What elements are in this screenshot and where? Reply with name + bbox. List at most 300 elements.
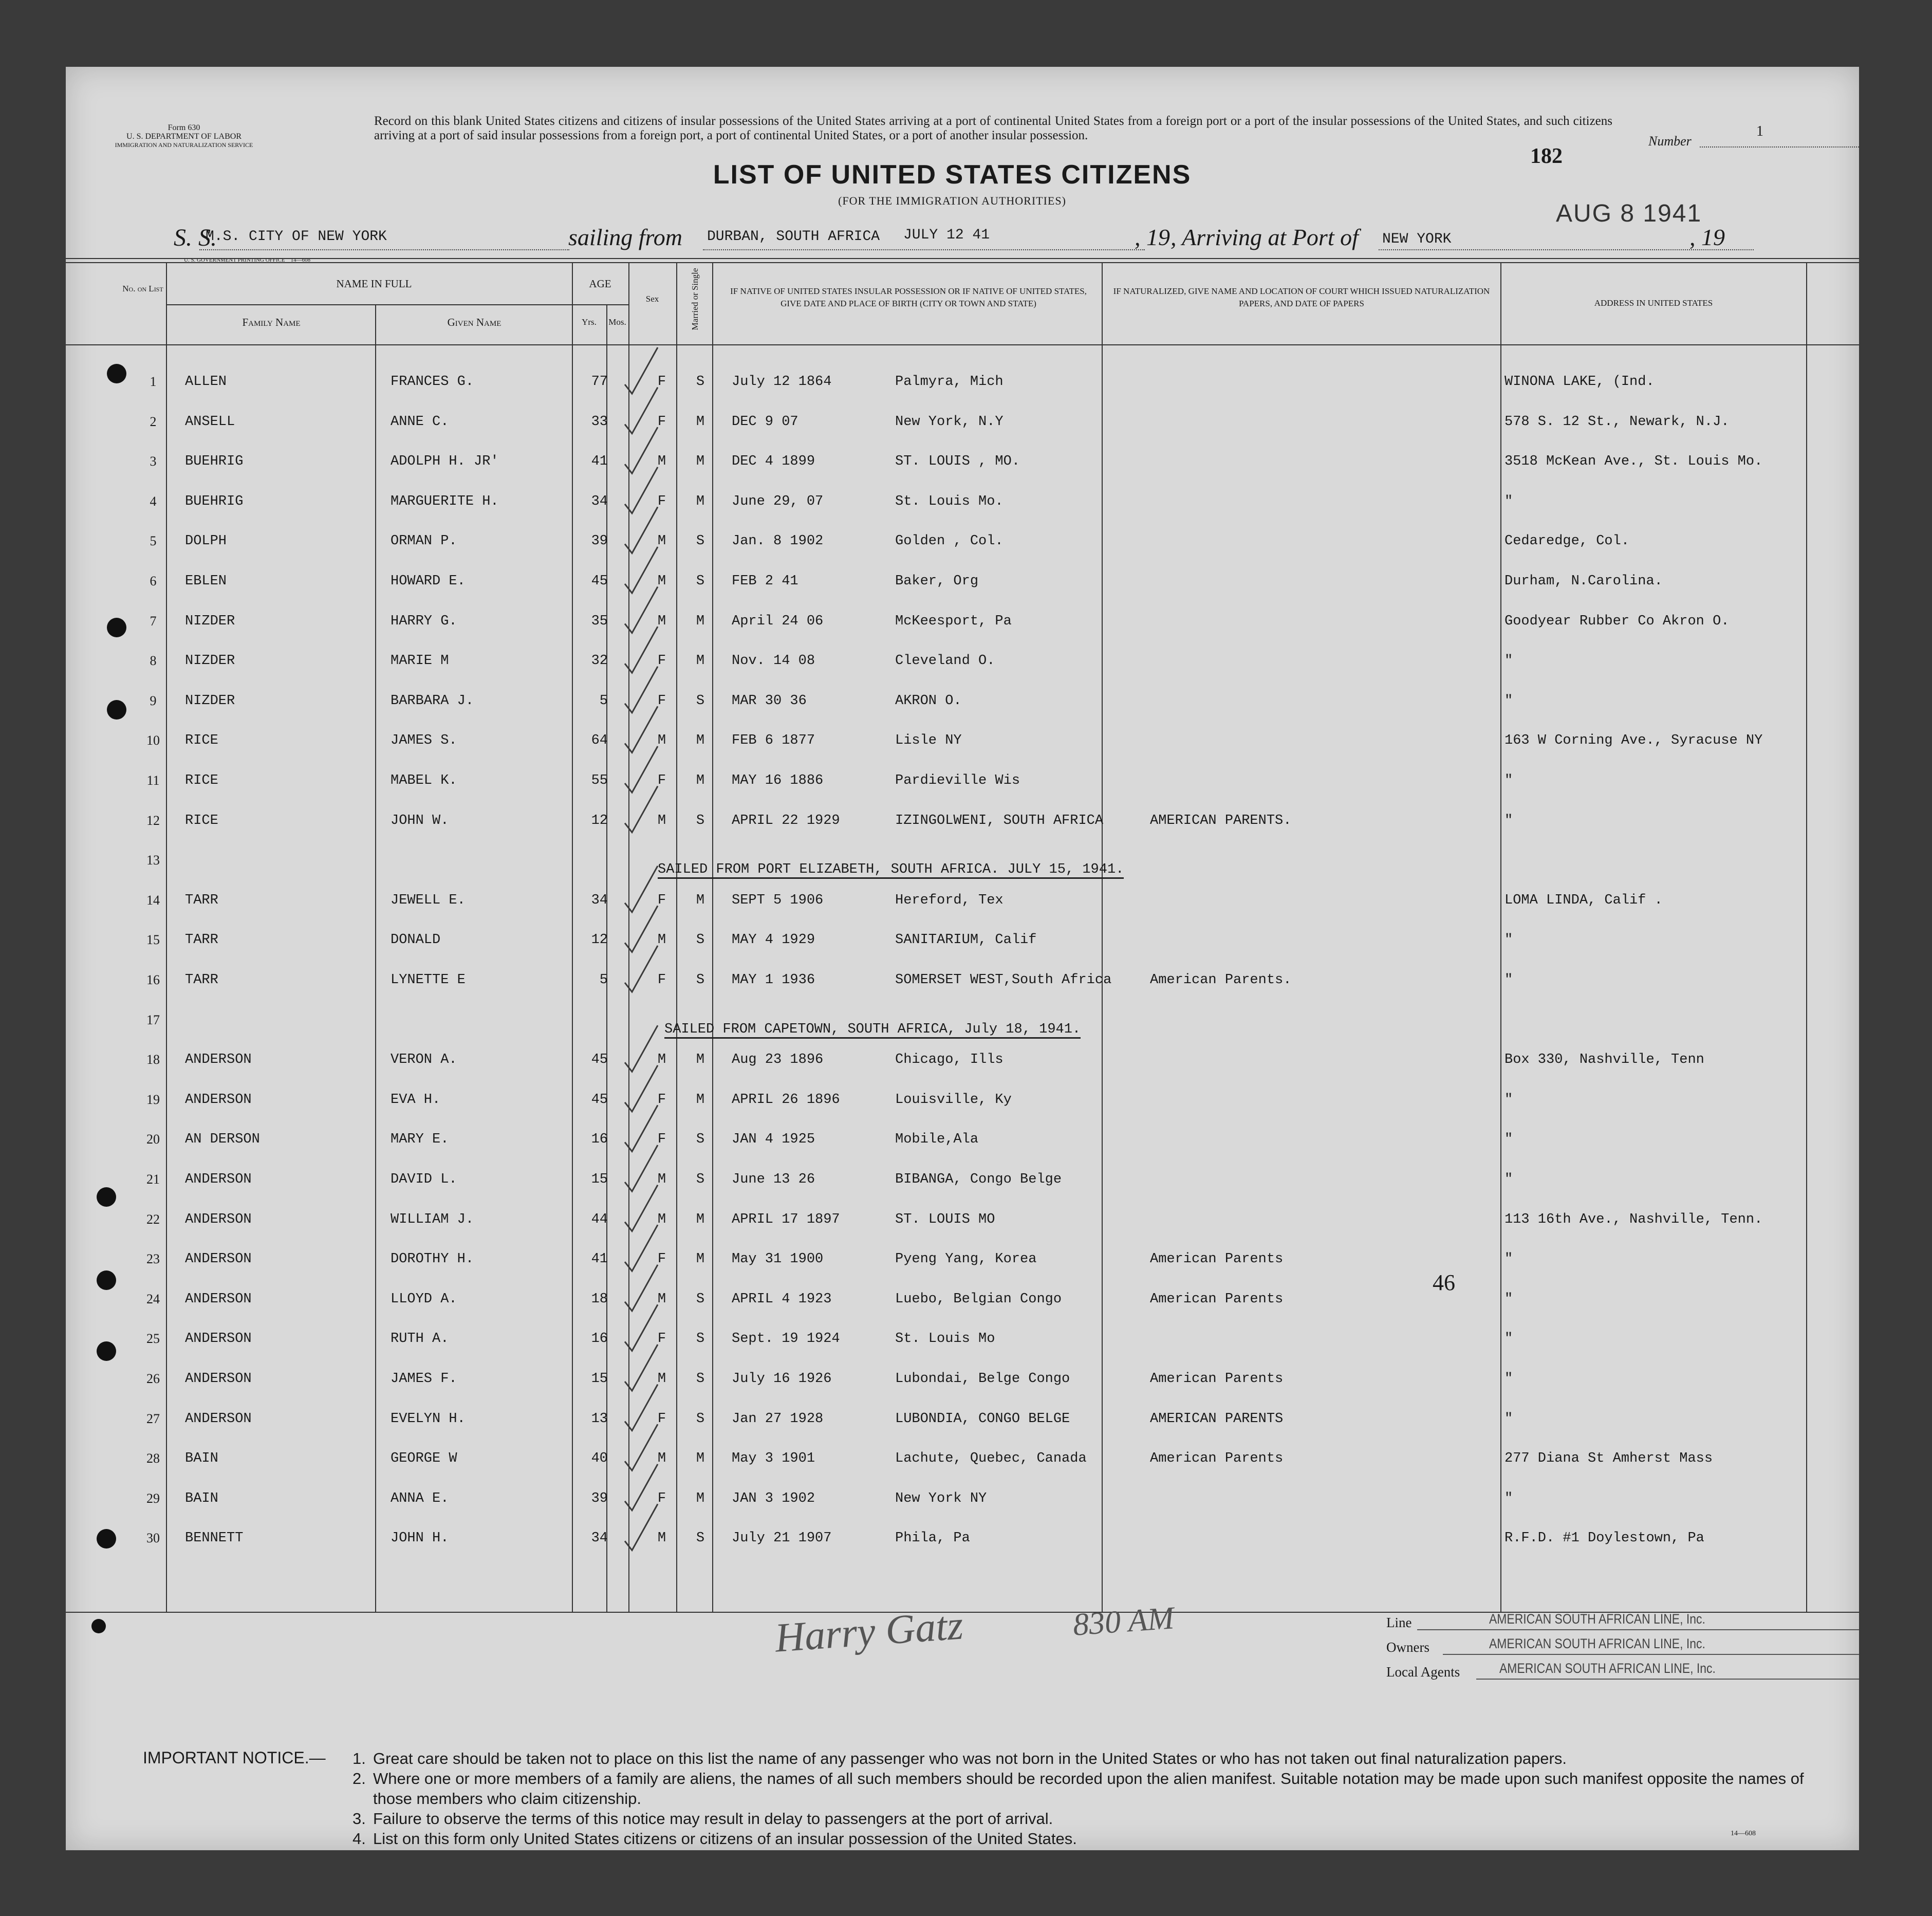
sex-cell: M: [657, 574, 666, 589]
birth-place-cell: SOMERSET WEST,South Africa: [895, 972, 1112, 988]
line-value: AMERICAN SOUTH AFRICAN LINE, Inc.: [1489, 1611, 1705, 1627]
birth-place-cell: St. Louis Mo: [895, 1331, 995, 1347]
row-number: 22: [146, 1211, 160, 1227]
birth-date-cell: APRIL 22 1929: [732, 813, 840, 828]
sex-cell: M: [657, 1371, 666, 1387]
sex-cell: F: [657, 1092, 666, 1108]
notice-item: 3. Failure to observe the terms of this notice may result in delay to passengers at the port of arrival.: [352, 1810, 1053, 1828]
printing-office-note: U. S. GOVERNMENT PRINTING OFFICE 14—608: [184, 257, 311, 263]
age-years-cell: 34: [591, 493, 608, 509]
birth-place-cell: Cleveland O.: [895, 653, 995, 669]
naturalization-cell: American Parents.: [1150, 972, 1292, 988]
address-cell: ": [1504, 932, 1513, 948]
given-name-cell: ORMAN P.: [391, 533, 457, 549]
header-given-name: Given Name: [447, 316, 501, 328]
header-married-single: Married or Single: [690, 268, 700, 330]
address-cell: R.F.D. #1 Doylestown, Pa: [1504, 1531, 1704, 1546]
sex-cell: M: [657, 1172, 666, 1187]
address-cell: ": [1504, 1371, 1513, 1387]
family-name-cell: NIZDER: [185, 693, 235, 709]
check-mark: [625, 1344, 658, 1391]
check-mark: [625, 906, 658, 952]
header-age: AGE: [589, 278, 611, 290]
marital-status-cell: S: [696, 1371, 705, 1387]
row-number: 28: [146, 1451, 160, 1466]
header-birth: IF NATIVE OF UNITED STATES INSULAR POSSESSION OR IF NATIVE OF UNITED STATES, GIVE DATE AND PLACE OF BIRTH (CITY OR TOWN AND STATE): [730, 286, 1087, 308]
marital-status-cell: M: [696, 733, 705, 749]
address-cell: WINONA LAKE, (Ind.: [1504, 374, 1655, 390]
birth-date-cell: JAN 4 1925: [732, 1132, 815, 1148]
age-years-cell: 5: [599, 972, 608, 988]
sex-cell: F: [657, 1251, 666, 1267]
arrival-date-stamp: AUG 8 1941: [1556, 200, 1702, 227]
marital-status-cell: S: [696, 1291, 705, 1307]
given-name-cell: MARIE M: [391, 653, 449, 669]
sex-cell: F: [657, 1331, 666, 1347]
naturalization-cell: AMERICAN PARENTS: [1150, 1411, 1284, 1427]
given-name-cell: RUTH A.: [391, 1331, 449, 1347]
address-cell: 113 16th Ave., Nashville, Tenn.: [1504, 1211, 1763, 1227]
ship-name: M.S. CITY OF NEW YORK: [206, 229, 387, 245]
agents-underline: [1476, 1679, 1859, 1680]
address-cell: ": [1504, 773, 1513, 788]
birth-place-cell: New York, N.Y: [895, 414, 1004, 430]
row-number: 5: [150, 533, 157, 549]
sex-cell: F: [657, 374, 666, 390]
row-number: 30: [146, 1531, 160, 1546]
age-years-cell: 45: [591, 1092, 608, 1108]
check-mark: [625, 427, 658, 473]
handwritten-page-number: 46: [1433, 1270, 1455, 1295]
given-name-cell: ADOLPH H. JR': [391, 454, 499, 470]
family-name-cell: BENNETT: [185, 1531, 244, 1546]
age-years-cell: 64: [591, 733, 608, 749]
header-family-name: Family Name: [242, 316, 301, 328]
address-cell: Goodyear Rubber Co Akron O.: [1504, 613, 1730, 629]
age-years-cell: 40: [591, 1451, 608, 1467]
address-cell: ": [1504, 1172, 1513, 1187]
given-name-cell: MABEL K.: [391, 773, 457, 788]
arriving-label: , Arriving at Port of: [1171, 224, 1359, 250]
owners-label: Owners: [1386, 1639, 1429, 1655]
given-name-cell: ANNE C.: [391, 414, 449, 430]
age-years-cell: 35: [591, 613, 608, 629]
family-name-cell: TARR: [185, 932, 218, 948]
notice-item: 1. Great care should be taken not to place on this list the name of any passenger who was not born in the United States or who has not taken out final naturalization papers.: [352, 1749, 1567, 1767]
birth-date-cell: Nov. 14 08: [732, 653, 815, 669]
birth-place-cell: Pyeng Yang, Korea: [895, 1251, 1037, 1267]
marital-status-cell: S: [696, 1172, 705, 1187]
sex-cell: M: [657, 613, 666, 629]
family-name-cell: BAIN: [185, 1451, 218, 1467]
check-mark: [625, 786, 658, 833]
row-number: 8: [150, 653, 157, 669]
age-years-cell: 55: [591, 773, 608, 788]
birth-date-cell: JAN 3 1902: [732, 1490, 815, 1506]
given-name-cell: ANNA E.: [391, 1490, 449, 1506]
family-name-cell: ANDERSON: [185, 1291, 252, 1307]
notice-item: 4. List on this form only United States citizens or citizens of an insular possession of the United States.: [352, 1830, 1077, 1848]
row-number: 21: [146, 1172, 160, 1187]
given-name-cell: HOWARD E.: [391, 574, 466, 589]
birth-place-cell: BIBANGA, Congo Belge: [895, 1172, 1062, 1187]
age-years-cell: 39: [591, 1490, 608, 1506]
sex-cell: F: [657, 972, 666, 988]
given-name-cell: WILLIAM J.: [391, 1211, 474, 1227]
row-number: 4: [150, 493, 157, 509]
address-cell: Durham, N.Carolina.: [1504, 574, 1663, 589]
birth-date-cell: SEPT 5 1906: [732, 892, 824, 908]
sex-cell: M: [657, 1451, 666, 1467]
row-number: 1: [150, 374, 157, 389]
sex-cell: F: [657, 892, 666, 908]
sex-cell: M: [657, 533, 666, 549]
given-name-cell: GEORGE W: [391, 1451, 457, 1467]
signature-time: 830 AM: [1071, 1600, 1176, 1643]
age-years-cell: 12: [591, 813, 608, 828]
birth-place-cell: Golden , Col.: [895, 533, 1004, 549]
birth-date-cell: Aug 23 1896: [732, 1052, 824, 1068]
stamped-number: 182: [1530, 144, 1563, 168]
marital-status-cell: S: [696, 1411, 705, 1427]
birth-date-cell: June 29, 07: [732, 493, 824, 509]
check-mark: [625, 866, 658, 912]
birth-date-cell: July 16 1926: [732, 1371, 832, 1387]
address-cell: ": [1504, 693, 1513, 709]
sex-cell: F: [657, 693, 666, 709]
address-cell: 163 W Corning Ave., Syracuse NY: [1504, 733, 1763, 749]
birth-place-cell: Chicago, Ills: [895, 1052, 1004, 1068]
sex-cell: F: [657, 1132, 666, 1148]
year-label-1: , 19: [1135, 224, 1170, 250]
birth-place-cell: Baker, Org: [895, 574, 979, 589]
row-number: 27: [146, 1411, 160, 1426]
marital-status-cell: M: [696, 414, 705, 430]
birth-date-cell: Jan. 8 1902: [732, 533, 824, 549]
sex-cell: M: [657, 1211, 666, 1227]
family-name-cell: NIZDER: [185, 613, 235, 629]
check-mark: [625, 706, 658, 752]
header-mos: Mos.: [608, 317, 626, 327]
age-years-cell: 16: [591, 1331, 608, 1347]
family-name-cell: AN DERSON: [185, 1132, 260, 1148]
given-name-cell: JAMES S.: [391, 733, 457, 749]
page-subtitle: (FOR THE IMMIGRATION AUTHORITIES): [838, 194, 1066, 207]
check-mark: [625, 1065, 658, 1112]
age-years-cell: 33: [591, 414, 608, 430]
birth-place-cell: ST. LOUIS MO: [895, 1211, 995, 1227]
family-name-cell: EBLEN: [185, 574, 227, 589]
check-mark: [625, 667, 658, 713]
marital-status-cell: M: [696, 1052, 705, 1068]
check-mark: [625, 1025, 658, 1072]
birth-date-cell: Jan 27 1928: [732, 1411, 824, 1427]
age-years-cell: 16: [591, 1132, 608, 1148]
row-number: 26: [146, 1371, 160, 1386]
address-cell: ": [1504, 813, 1513, 828]
marital-status-cell: M: [696, 1211, 705, 1227]
sex-cell: F: [657, 414, 666, 430]
check-mark: [625, 746, 658, 793]
header-naturalization: IF NATURALIZED, GIVE NAME AND LOCATION OF COURT WHICH ISSUED NATURALIZATION PAPERS, AND DATE OF PAPERS: [1113, 286, 1490, 308]
row-number: 3: [150, 454, 157, 469]
birth-place-cell: Palmyra, Mich: [895, 374, 1004, 390]
family-name-cell: ANDERSON: [185, 1331, 252, 1347]
section-note-capetown: SAILED FROM CAPETOWN, SOUTH AFRICA, July 18, 1941.: [664, 1022, 1081, 1039]
age-years-cell: 15: [591, 1172, 608, 1187]
birth-place-cell: Hereford, Tex: [895, 892, 1004, 908]
record-instructions: Record on this blank United States citizens and citizens of insular possessions of the United States arriving at a port of continental United States from a foreign port or a port of the insular possessions of the United States, and such citizens arriving at a port of said insular possessions from a foreign port, a port of continental United States, or a port of another insular possession.: [374, 114, 1612, 142]
service-name: IMMIGRATION AND NATURALIZATION SERVICE: [115, 141, 253, 149]
age-years-cell: 5: [599, 693, 608, 709]
birth-place-cell: New York NY: [895, 1490, 987, 1506]
naturalization-cell: AMERICAN PARENTS.: [1150, 813, 1292, 828]
number-label: Number: [1648, 134, 1692, 149]
department-name: U. S. DEPARTMENT OF LABOR: [126, 132, 242, 141]
marital-status-cell: M: [696, 613, 705, 629]
given-name-cell: FRANCES G.: [391, 374, 474, 390]
birth-place-cell: Mobile,Ala: [895, 1132, 979, 1148]
check-mark: [625, 1424, 658, 1470]
row-number: 14: [146, 892, 160, 908]
check-marks: [66, 67, 1859, 1660]
given-name-cell: MARY E.: [391, 1132, 449, 1148]
family-name-cell: ANDERSON: [185, 1251, 252, 1267]
row-number: 20: [146, 1132, 160, 1147]
birth-date-cell: April 24 06: [732, 613, 824, 629]
marital-status-cell: S: [696, 932, 705, 948]
given-name-cell: HARRY G.: [391, 613, 457, 629]
family-name-cell: ANDERSON: [185, 1211, 252, 1227]
birth-date-cell: June 13 26: [732, 1172, 815, 1187]
family-name-cell: ANSELL: [185, 414, 235, 430]
row-number: 7: [150, 613, 157, 629]
row-number: 12: [146, 813, 160, 828]
address-cell: ": [1504, 493, 1513, 509]
check-mark: [625, 1464, 658, 1510]
important-notice-title: IMPORTANT NOTICE.—: [143, 1748, 326, 1767]
birth-date-cell: July 21 1907: [732, 1531, 832, 1546]
sex-cell: M: [657, 813, 666, 828]
family-name-cell: TARR: [185, 892, 218, 908]
family-name-cell: RICE: [185, 813, 218, 828]
age-years-cell: 77: [591, 374, 608, 390]
birth-place-cell: ST. LOUIS , MO.: [895, 454, 1020, 470]
row-number: 10: [146, 733, 160, 748]
birth-date-cell: MAR 30 36: [732, 693, 807, 709]
family-name-cell: DOLPH: [185, 533, 227, 549]
given-name-cell: JAMES F.: [391, 1371, 457, 1387]
address-cell: LOMA LINDA, Calif .: [1504, 892, 1663, 908]
agents-value: AMERICAN SOUTH AFRICAN LINE, Inc.: [1499, 1661, 1716, 1676]
birth-date-cell: DEC 4 1899: [732, 454, 815, 470]
birth-date-cell: May 31 1900: [732, 1251, 824, 1267]
family-name-cell: ANDERSON: [185, 1092, 252, 1108]
check-mark: [625, 547, 658, 593]
age-years-cell: 45: [591, 1052, 608, 1068]
check-mark: [625, 507, 658, 553]
age-years-cell: 13: [591, 1411, 608, 1427]
birth-place-cell: Lubondai, Belge Congo: [895, 1371, 1070, 1387]
address-cell: ": [1504, 1251, 1513, 1267]
given-name-cell: DOROTHY H.: [391, 1251, 474, 1267]
agents-label: Local Agents: [1386, 1664, 1460, 1680]
check-mark: [625, 467, 658, 513]
check-mark: [625, 1185, 658, 1231]
age-years-cell: 34: [591, 892, 608, 908]
row-number: 19: [146, 1092, 160, 1107]
sex-cell: F: [657, 1490, 666, 1506]
birth-place-cell: Pardieville Wis: [895, 773, 1020, 788]
family-name-cell: BUEHRIG: [185, 454, 244, 470]
important-notice-list: [352, 1748, 1843, 1849]
notice-item: 2. Where one or more members of a family are aliens, the names of all such members should be recorded upon the alien manifest. Suitable notation may be made upon such manifest opposite the names of those members who claim citizenship.: [352, 1770, 1804, 1808]
birth-place-cell: AKRON O.: [895, 693, 962, 709]
given-name-cell: VERON A.: [391, 1052, 457, 1068]
birth-date-cell: FEB 2 41: [732, 574, 798, 589]
marital-status-cell: M: [696, 1251, 705, 1267]
address-cell: ": [1504, 1092, 1513, 1108]
age-years-cell: 41: [591, 454, 608, 470]
marital-status-cell: S: [696, 1331, 705, 1347]
row-number: 9: [150, 693, 157, 708]
row-number: 11: [146, 773, 160, 788]
birth-date-cell: Sept. 19 1924: [732, 1331, 840, 1347]
row-number: 25: [146, 1331, 160, 1347]
marital-status-cell: M: [696, 1092, 705, 1108]
given-name-cell: EVELYN H.: [391, 1411, 466, 1427]
row-number: 6: [150, 574, 157, 588]
given-name-cell: JOHN H.: [391, 1531, 449, 1546]
age-years-cell: 12: [591, 932, 608, 948]
marital-status-cell: M: [696, 653, 705, 669]
marital-status-cell: M: [696, 773, 705, 788]
row-number: 15: [146, 932, 160, 948]
marital-status-cell: S: [696, 374, 705, 390]
marital-status-cell: M: [696, 454, 705, 470]
birth-place-cell: Lachute, Quebec, Canada: [895, 1451, 1087, 1467]
address-cell: Cedaredge, Col.: [1504, 533, 1630, 549]
marital-status-cell: M: [696, 892, 705, 908]
check-mark: [625, 388, 658, 434]
check-mark: [625, 1385, 658, 1431]
age-years-cell: 32: [591, 653, 608, 669]
address-cell: Box 330, Nashville, Tenn: [1504, 1052, 1704, 1068]
given-name-cell: LYNETTE E: [391, 972, 466, 988]
family-name-cell: NIZDER: [185, 653, 235, 669]
given-name-cell: JOHN W.: [391, 813, 449, 828]
birth-place-cell: SANITARIUM, Calif: [895, 932, 1037, 948]
check-mark: [625, 1225, 658, 1271]
sex-cell: M: [657, 1291, 666, 1307]
marital-status-cell: M: [696, 493, 705, 509]
family-name-cell: ANDERSON: [185, 1411, 252, 1427]
given-name-cell: DONALD: [391, 932, 441, 948]
address-cell: ": [1504, 1132, 1513, 1148]
row-number: 24: [146, 1291, 160, 1306]
birth-place-cell: McKeesport, Pa: [895, 613, 1012, 629]
ss-label: S. S.: [174, 224, 217, 251]
sex-cell: M: [657, 932, 666, 948]
header-yrs: Yrs.: [582, 317, 597, 327]
form-number: Form 630: [168, 123, 200, 132]
check-mark: [625, 587, 658, 633]
marital-status-cell: S: [696, 574, 705, 589]
age-years-cell: 15: [591, 1371, 608, 1387]
family-name-cell: ANDERSON: [185, 1371, 252, 1387]
marital-status-cell: S: [696, 972, 705, 988]
sex-cell: F: [657, 493, 666, 509]
marital-status-cell: M: [696, 1490, 705, 1506]
birth-place-cell: St. Louis Mo.: [895, 493, 1004, 509]
address-cell: 3518 McKean Ave., St. Louis Mo.: [1504, 454, 1763, 470]
row-number: 16: [146, 972, 160, 987]
age-years-cell: 41: [591, 1251, 608, 1267]
header-sex: Sex: [645, 294, 659, 304]
birth-date-cell: FEB 6 1877: [732, 733, 815, 749]
marital-status-cell: S: [696, 1531, 705, 1546]
address-cell: ": [1504, 1331, 1513, 1347]
family-name-cell: RICE: [185, 773, 218, 788]
row-number: 18: [146, 1052, 160, 1067]
sailing-date: JULY 12 41: [903, 227, 990, 243]
given-name-cell: EVA H.: [391, 1092, 441, 1108]
form-code: 14—608: [1731, 1830, 1756, 1837]
section-note-port-elizabeth: SAILED FROM PORT ELIZABETH, SOUTH AFRICA. JULY 15, 1941.: [658, 862, 1124, 879]
page-title: LIST OF UNITED STATES CITIZENS: [713, 160, 1192, 190]
arrival-port: NEW YORK: [1382, 231, 1452, 247]
check-mark: [625, 1265, 658, 1311]
birth-date-cell: MAY 16 1886: [732, 773, 824, 788]
address-cell: ": [1504, 972, 1513, 988]
naturalization-cell: American Parents: [1150, 1451, 1284, 1467]
birth-place-cell: Luebo, Belgian Congo: [895, 1291, 1062, 1307]
check-mark: [625, 347, 658, 394]
marital-status-cell: M: [696, 1451, 705, 1467]
sex-cell: M: [657, 1531, 666, 1546]
birth-place-cell: LUBONDIA, CONGO BELGE: [895, 1411, 1070, 1427]
birth-place-cell: IZINGOLWENI, SOUTH AFRICA: [895, 813, 1104, 828]
header-name-in-full: NAME IN FULL: [336, 278, 412, 290]
manifest-sheet: [66, 67, 1859, 1850]
check-mark: [625, 1105, 658, 1151]
header-address: ADDRESS IN UNITED STATES: [1594, 298, 1713, 308]
year-label-2: , 19: [1689, 224, 1725, 250]
sex-cell: M: [657, 454, 666, 470]
given-name-cell: JEWELL E.: [391, 892, 466, 908]
age-years-cell: 45: [591, 574, 608, 589]
birth-date-cell: APRIL 17 1897: [732, 1211, 840, 1227]
marital-status-cell: S: [696, 813, 705, 828]
sex-cell: M: [657, 1052, 666, 1068]
family-name-cell: RICE: [185, 733, 218, 749]
marital-status-cell: S: [696, 533, 705, 549]
row-number: 29: [146, 1490, 160, 1506]
check-mark: [625, 627, 658, 673]
address-cell: ": [1504, 1291, 1513, 1307]
birth-date-cell: APRIL 4 1923: [732, 1291, 832, 1307]
age-years-cell: 18: [591, 1291, 608, 1307]
address-cell: 578 S. 12 St., Newark, N.J.: [1504, 414, 1730, 430]
family-name-cell: TARR: [185, 972, 218, 988]
sex-cell: M: [657, 733, 666, 749]
number-value: 1: [1756, 123, 1763, 139]
naturalization-cell: American Parents: [1150, 1291, 1284, 1307]
inspector-signature: Harry Gatz: [773, 1602, 965, 1661]
birth-date-cell: July 12 1864: [732, 374, 832, 390]
address-cell: ": [1504, 1411, 1513, 1427]
owners-value: AMERICAN SOUTH AFRICAN LINE, Inc.: [1489, 1636, 1705, 1651]
